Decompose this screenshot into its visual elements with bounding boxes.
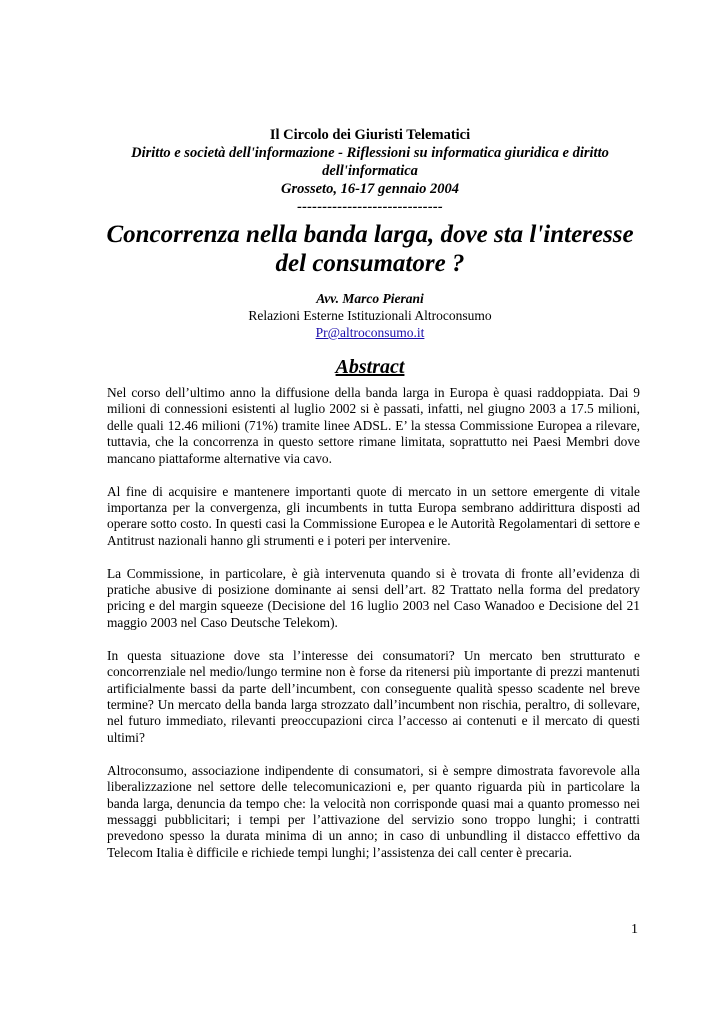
abstract-paragraph: In questa situazione dove sta l’interesse dei consumatori? Un mercato ben strutturato e concorrenziale nel medio/lungo termine non è forse da ritenersi più importante di prezzi mantenuti artificialmente bassi da parte dell’incumbent, con conseguente qualità spesso scadente nel breve termine? Un mercato della banda larga strozzato dall’incumbent non rischia, peraltro, di sollevare, nel futuro immediato, rilevanti preoccupazioni circa l’accesso ai contenuti e il mercato di questi ultimi?	[107, 647, 640, 745]
abstract-paragraph: Al fine di acquisire e mantenere importanti quote di mercato in un settore emergente di vitale importanza per la convergenza, gli incumbents in tutta Europa sembrano addirittura disposti ad operare sotto costo. In questi casi la Commissione Europea e le Autorità Regolamentari di settore e Antitrust nazionali hanno gli strumenti e i poteri per intervenire.	[107, 483, 640, 548]
author-email-link[interactable]: Pr@altroconsumo.it	[315, 325, 425, 340]
author-role: Relazioni Esterne Istituzionali Altroconsumo	[248, 308, 492, 323]
conference-subtitle: Diritto e società dell'informazione - Riflessioni su informatica giuridica e diritto dell'informatica	[131, 145, 609, 179]
page-number: 1	[631, 922, 638, 937]
abstract-body	[107, 385, 640, 878]
organization-name: Il Circolo dei Giuristi Telematici	[269, 127, 471, 143]
separator-line: -----------------------------	[297, 199, 443, 215]
document-title: Concorrenza nella banda larga, dove sta l'interesse del consumatore ?	[106, 221, 634, 277]
abstract-paragraph: La Commissione, in particolare, è già intervenuta quando si è trovata di fronte all’evidenza di pratiche abusive di posizione dominante ai sensi dell’art. 82 Trattato nella forma del predatory pricing e del margin squeeze (Decisione del 16 luglio 2003 nel Caso Wanadoo e Decisione del 21 maggio 2003 nel Caso Deutsche Telekom).	[107, 565, 640, 630]
abstract-heading: Abstract	[335, 356, 405, 378]
abstract-paragraph: Altroconsumo, associazione indipendente di consumatori, si è sempre dimostrata favorevole alla liberalizzazione nel settore delle telecomunicazioni e, per quanto riguarda più in particolare la banda larga, denuncia da tempo che: la velocità non corrisponde quasi mai a quanto promesso nei messaggi pubblicitari; i tempi per l’attivazione del servizio sono troppo lunghi; i contratti prevedono spesso la durata minima di un anno; in caso di unbundling il distacco effettivo da Telecom Italia è difficile e richiede tempi lunghi; l’assistenza dei call center è precaria.	[107, 762, 640, 860]
author-name: Avv. Marco Pierani	[316, 291, 424, 306]
document-header	[100, 126, 640, 379]
conference-place-date: Grosseto, 16-17 gennaio 2004	[280, 181, 460, 197]
abstract-paragraph: Nel corso dell’ultimo anno la diffusione della banda larga in Europa è quasi raddoppiata. Dai 9 milioni di connessioni esistenti al luglio 2002 si è passati, infatti, nel giugno 2003 a 17.5 milioni, delle quali 12.46 milioni (71%) tramite linee ADSL. E’ la stessa Commissione Europea a rilevare, tuttavia, che la concorrenza in questo settore rimane limitata, soprattutto nei Paesi Membri dove mancano piattaforme alternative via cavo.	[107, 385, 640, 466]
